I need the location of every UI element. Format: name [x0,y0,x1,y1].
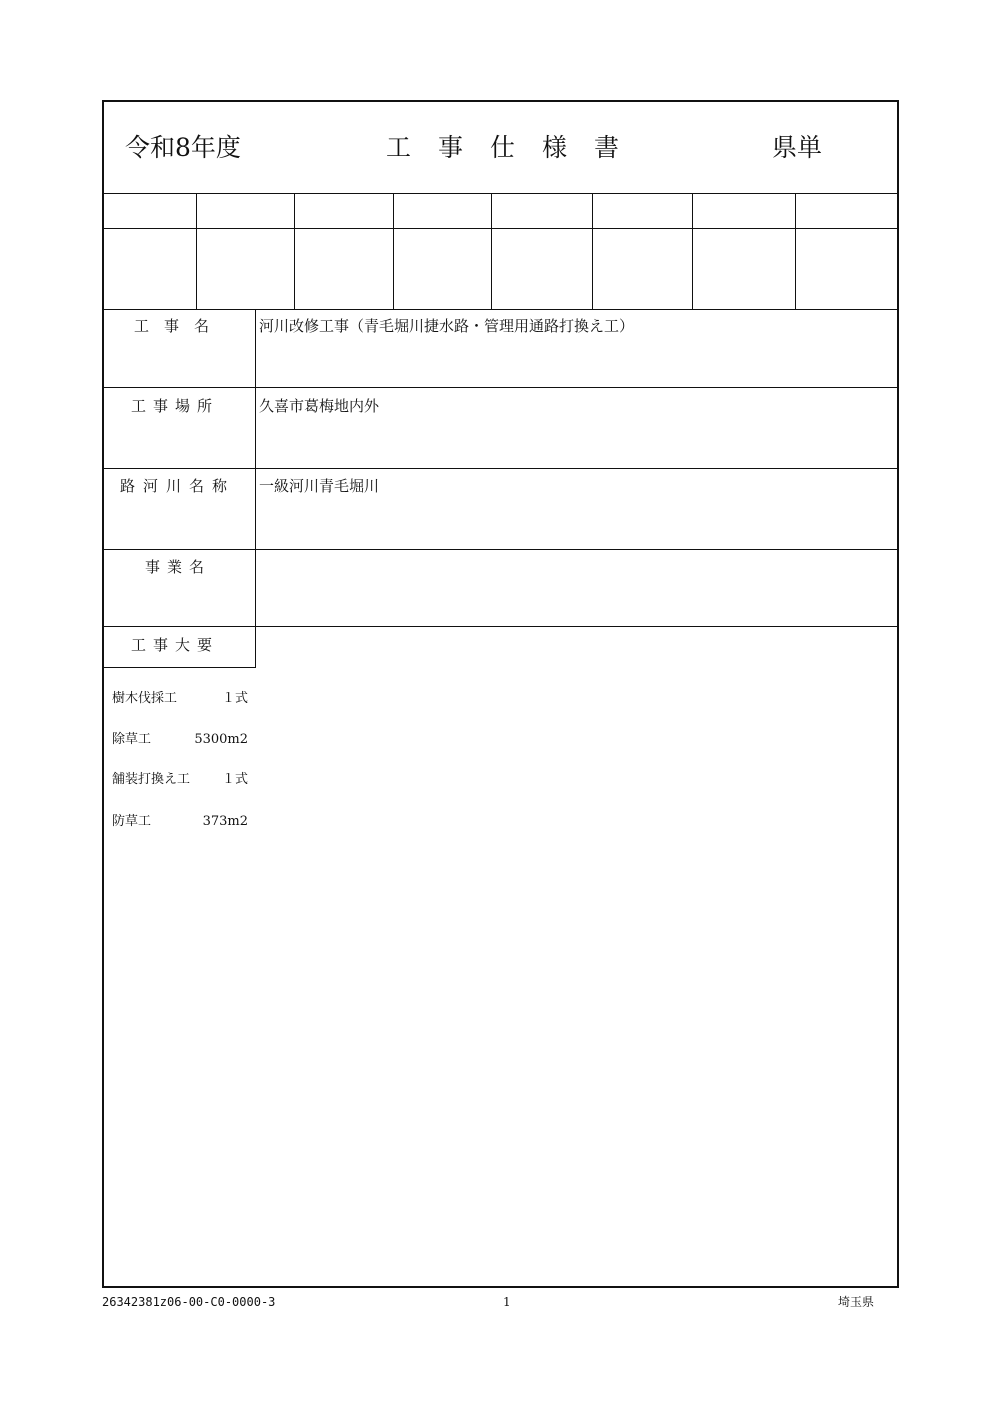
stamp-grid-line [592,193,593,309]
stamp-grid-line [393,193,394,309]
page-number: 1 [503,1295,511,1309]
divider [102,228,899,229]
construction-site-value: 久喜市葛梅地内外 [259,397,380,415]
project-name-label: 事業名 [145,558,212,576]
construction-site-label: 工事場所 [131,397,220,415]
river-name-label: 路河川名称 [120,477,236,495]
stamp-grid-line [294,193,295,309]
label-column-line [255,309,256,667]
summary-item-name: 除草工 [112,732,152,747]
stamp-grid-line [692,193,693,309]
summary-item-name: 舗装打換え工 [112,772,191,787]
stamp-grid-line [491,193,492,309]
summary-item [112,813,248,831]
summary-item [112,731,248,749]
divider [102,468,899,469]
summary-item-qty: １式 [221,691,248,706]
construction-name-label: 工 事 名 [134,317,210,335]
summary-label: 工事大要 [131,636,220,654]
budget-category: 県単 [772,133,823,162]
fiscal-year: 令和8年度 [125,133,241,162]
river-name-value: 一級河川青毛堀川 [259,477,380,495]
stamp-grid-line [196,193,197,309]
divider [102,193,899,194]
summary-item-qty: 373m2 [202,814,248,829]
divider [102,309,899,310]
summary-item-qty: 5300m2 [194,732,248,747]
summary-item [112,771,248,789]
summary-item-qty: １式 [221,772,248,787]
divider [102,387,899,388]
summary-item [112,690,248,708]
divider [102,549,899,550]
summary-item-name: 樹木伐採工 [112,691,178,706]
summary-item-name: 防草工 [112,814,152,829]
divider [102,667,256,668]
document-title: 工 事 仕 様 書 [386,133,621,162]
document-id: 26342381z06-00-C0-0000-3 [102,1295,276,1309]
divider [102,626,899,627]
stamp-grid-line [795,193,796,309]
construction-name-value: 河川改修工事（青毛堀川捷水路・管理用通路打換え工） [259,317,635,335]
issuing-organization: 埼玉県 [838,1295,875,1309]
